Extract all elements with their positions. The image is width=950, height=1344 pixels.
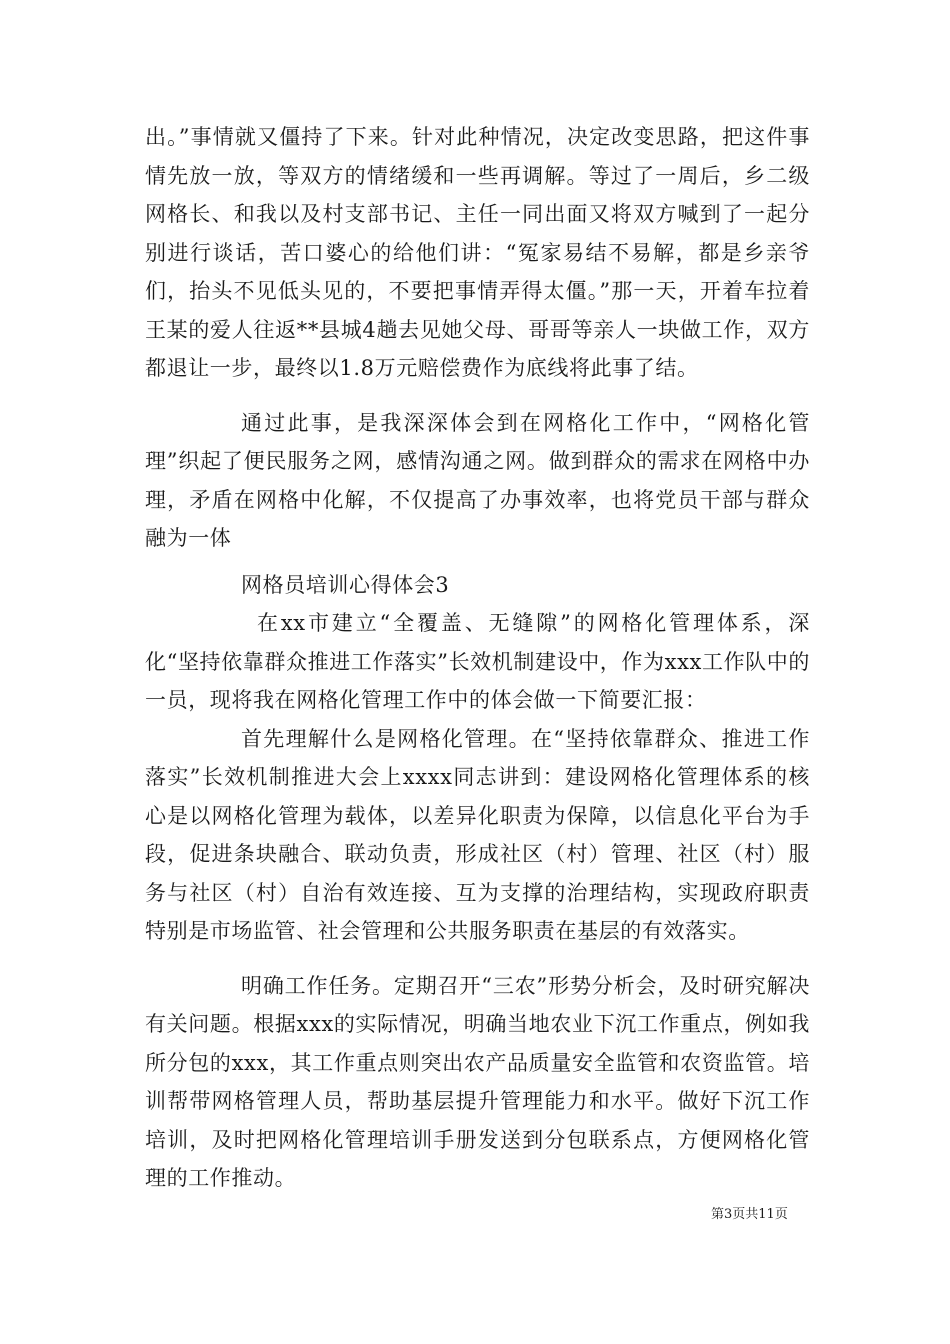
paragraph-intro: 在xx市建立“全覆盖、无缝隙”的网格化管理体系，深化“坚持依靠群众推进工作落实”长效机制建设中，作为xxx工作队中的一员，现将我在网格化管理工作中的体会做一下简要汇报： — [145, 611, 810, 712]
paragraph-continuation: 出。”事情就又僵持了下来。针对此种情况，决定改变思路，把这件事情先放一放，等双方的情绪缓和一些再调解。等过了一周后，乡二级网格长、和我以及村支部书记、主任一同出面又将双方喊到了一起分别进行谈话，苦口婆心的给他们讲：“冤家易结不易解，都是乡亲爷们，抬头不见低头见的，不要把事情弄得太僵。”那一天，开着车拉着王某的爱人往返**县城4趟去见她父母、哥哥等亲人一块做工作，双方都退让一步，最终以1.8万元赔偿费作为底线将此事了结。 — [145, 125, 810, 380]
paragraph-reflection: 通过此事，是我深深体会到在网格化工作中，“网格化管理”织起了便民服务之网，感情沟通之网。做到群众的需求在网格中办理，矛盾在网格中化解，不仅提高了办事效率，也将党员干部与群众融为一体 — [145, 410, 810, 550]
document-body — [145, 118, 810, 1198]
paragraph-tasks: 明确工作任务。定期召开“三农”形势分析会，及时研究解决有关问题。根据xxx的实际情况，明确当地农业下沉工作重点，例如我所分包的xxx，其工作重点则突出农产品质量安全监管和农资监管。培训帮带网格管理人员，帮助基层提升管理能力和水平。做好下沉工作培训，及时把网格化管理培训手册发送到分包联系点，方便网格化管理的工作推动。 — [145, 973, 810, 1190]
page-number-footer: 第3页共11页 — [711, 1207, 788, 1222]
paragraph-understanding: 首先理解什么是网格化管理。在“坚持依靠群众、推进工作落实”长效机制推进大会上xxxx同志讲到：建设网格化管理体系的核心是以网格化管理为载体，以差异化职责为保障，以信息化平台为手段，促进条块融合、联动负责，形成社区（村）管理、社区（村）服务与社区（村）自治有效连接、互为支撑的治理结构，实现政府职责特别是市场监管、社会管理和公共服务职责在基层的有效落实。 — [145, 726, 810, 943]
section-heading: 网格员培训心得体会3 — [241, 572, 450, 597]
